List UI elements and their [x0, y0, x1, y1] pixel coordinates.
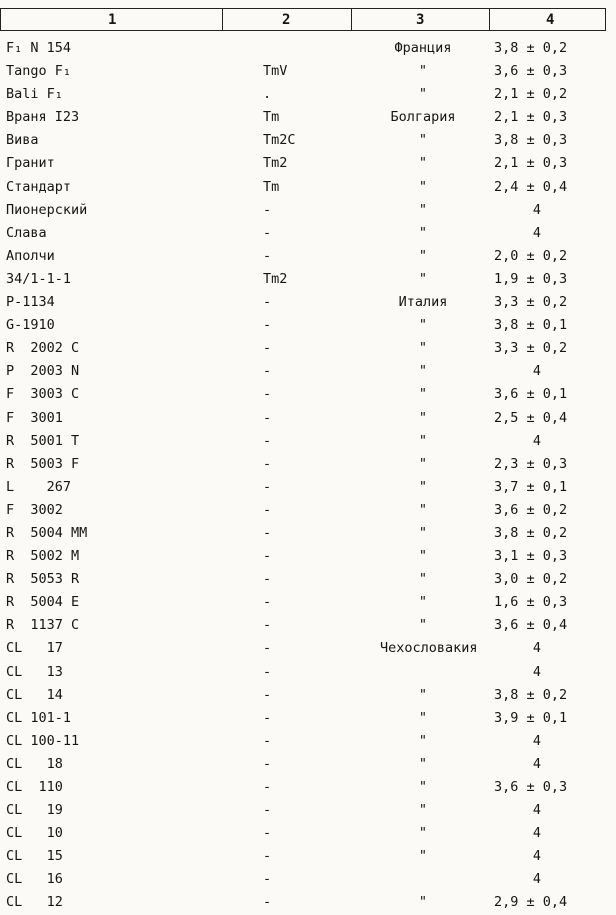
- column-divider: [0, 8, 1, 30]
- origin-country: ": [418, 755, 428, 772]
- table-row: [0, 314, 616, 337]
- variety-name: R 5053 R: [6, 571, 80, 588]
- origin-country: Болгария: [390, 109, 456, 126]
- origin-country: Италия: [398, 294, 448, 311]
- variety-name: CL 110: [6, 779, 63, 795]
- genotype-cell: -: [263, 317, 272, 334]
- table-row: [0, 176, 616, 199]
- table-row: [0, 453, 616, 476]
- variety-name: Стандарт: [6, 178, 72, 195]
- table-row: [0, 776, 616, 799]
- score-value: 2,0 ± 0,2: [494, 247, 568, 264]
- score-value: 1,9 ± 0,3: [494, 270, 568, 287]
- genotype-cell: TmV: [263, 63, 288, 80]
- genotype-cell: -: [263, 571, 272, 588]
- genotype-cell: -: [263, 802, 272, 819]
- score-value: 3,0 ± 0,2: [494, 571, 568, 588]
- genotype-cell: -: [263, 640, 272, 657]
- genotype-cell: Tm: [263, 109, 280, 126]
- genotype-cell: -: [263, 455, 272, 472]
- column-divider: [351, 8, 352, 30]
- origin-country: ": [418, 594, 428, 611]
- variety-name: Tango F₁: [6, 63, 72, 80]
- table-header-rule: [0, 30, 606, 31]
- column-divider: [605, 8, 606, 30]
- score-value: 2,4 ± 0,4: [494, 178, 568, 195]
- variety-name: F 3002: [6, 501, 63, 518]
- table-row: [0, 199, 616, 222]
- variety-name: R 5004 E: [6, 594, 80, 611]
- genotype-cell: -: [263, 340, 272, 357]
- table-row: [0, 637, 616, 660]
- score-value: 4: [532, 201, 542, 218]
- table-row: [0, 245, 616, 268]
- score-value: 3,8 ± 0,1: [494, 317, 568, 334]
- table-row: [0, 684, 616, 707]
- table-row: [0, 360, 616, 383]
- score-value: 2,1 ± 0,3: [494, 155, 568, 172]
- origin-country: ": [418, 317, 428, 334]
- origin-country: ": [418, 617, 428, 634]
- variety-name: Гранит: [6, 155, 55, 172]
- variety-name: CL 14: [6, 686, 63, 703]
- variety-name: Враня I23: [6, 109, 80, 126]
- score-value: 3,3 ± 0,2: [494, 294, 568, 311]
- genotype-cell: -: [263, 224, 272, 241]
- origin-country: ": [418, 363, 428, 380]
- table-row: [0, 614, 616, 637]
- score-value: 3,8 ± 0,3: [494, 132, 568, 149]
- table-row: [0, 499, 616, 522]
- table-row: [0, 799, 616, 822]
- genotype-cell: -: [263, 709, 272, 726]
- origin-country: ": [418, 270, 428, 287]
- table-row: [0, 730, 616, 753]
- column-divider: [222, 8, 223, 30]
- score-value: 3,8 ± 0,2: [494, 40, 568, 56]
- table-row: [0, 661, 616, 684]
- table-body: [0, 37, 616, 915]
- variety-name: R 5002 M: [6, 548, 80, 565]
- table-row: [0, 83, 616, 106]
- origin-country: ": [418, 848, 428, 865]
- origin-country: ": [418, 501, 428, 518]
- score-value: 3,3 ± 0,2: [494, 340, 568, 357]
- genotype-cell: -: [263, 409, 272, 426]
- variety-name: CL 10: [6, 825, 63, 842]
- variety-name: 34/1-1-1: [6, 270, 72, 287]
- variety-name: Bali F₁: [6, 86, 63, 103]
- header-col-2: 2: [282, 12, 291, 28]
- table-row: [0, 60, 616, 83]
- score-value: 4: [532, 640, 542, 657]
- variety-name: R 5001 T: [6, 432, 80, 449]
- score-value: 1,6 ± 0,3: [494, 594, 568, 611]
- score-value: 4: [532, 848, 542, 865]
- header-col-1: 1: [108, 12, 117, 28]
- genotype-cell: -: [263, 663, 272, 680]
- variety-name: CL 100-11: [6, 732, 80, 749]
- genotype-cell: -: [263, 617, 272, 634]
- genotype-cell: -: [263, 732, 272, 749]
- origin-country: ": [418, 686, 428, 703]
- variety-name: Пионерский: [6, 201, 88, 218]
- origin-country: ": [418, 132, 428, 149]
- origin-country: ": [418, 709, 428, 726]
- variety-name: CL 17: [6, 640, 63, 657]
- score-value: 2,3 ± 0,3: [494, 455, 568, 472]
- score-value: 3,6 ± 0,4: [494, 617, 568, 634]
- table-row: [0, 868, 616, 891]
- table-row: [0, 407, 616, 430]
- genotype-cell: -: [263, 848, 272, 865]
- score-value: 3,8 ± 0,2: [494, 524, 568, 541]
- variety-name: Аполчи: [6, 247, 55, 264]
- origin-country: ": [418, 178, 428, 195]
- table-row: [0, 591, 616, 614]
- score-value: 3,6 ± 0,3: [494, 63, 568, 80]
- variety-name: CL 19: [6, 802, 63, 819]
- genotype-cell: -: [263, 871, 272, 888]
- genotype-cell: Tm2: [263, 270, 288, 287]
- score-value: 4: [532, 224, 542, 241]
- origin-country: ": [418, 155, 428, 172]
- origin-country: ": [418, 732, 428, 749]
- variety-name: G-1910: [6, 317, 55, 334]
- genotype-cell: Tm2: [263, 155, 288, 172]
- variety-name: CL 18: [6, 755, 63, 772]
- score-value: 4: [532, 802, 542, 819]
- genotype-cell: Tm: [263, 178, 280, 195]
- origin-country: ": [418, 894, 428, 911]
- genotype-cell: -: [263, 779, 272, 795]
- variety-name: R 2002 C: [6, 340, 80, 357]
- table-row: [0, 545, 616, 568]
- origin-country: ": [418, 201, 428, 218]
- column-divider: [489, 8, 490, 30]
- variety-name: L 267: [6, 478, 72, 495]
- variety-name: F 3001: [6, 409, 63, 426]
- origin-country: ": [418, 247, 428, 264]
- genotype-cell: -: [263, 825, 272, 842]
- genotype-cell: -: [263, 478, 272, 495]
- table-row: [0, 129, 616, 152]
- table-row: [0, 222, 616, 245]
- table-row: [0, 845, 616, 868]
- origin-country: ": [418, 386, 428, 403]
- origin-country: ": [418, 409, 428, 426]
- genotype-cell: -: [263, 386, 272, 403]
- header-col-4: 4: [546, 12, 555, 28]
- variety-name: CL 13: [6, 663, 63, 680]
- variety-name: F 3003 C: [6, 386, 80, 403]
- origin-country: ": [418, 524, 428, 541]
- table-row: [0, 268, 616, 291]
- table-row: [0, 383, 616, 406]
- table-row: [0, 822, 616, 845]
- score-value: 4: [532, 825, 542, 842]
- score-value: 4: [532, 363, 542, 380]
- score-value: 3,6 ± 0,3: [494, 779, 568, 795]
- table-row: [0, 476, 616, 499]
- variety-name: R 5003 F: [6, 455, 80, 472]
- genotype-cell: -: [263, 363, 272, 380]
- origin-country: ": [418, 779, 428, 795]
- variety-name: CL 15: [6, 848, 63, 865]
- origin-country: ": [418, 86, 428, 103]
- score-value: 4: [532, 871, 542, 888]
- genotype-cell: -: [263, 524, 272, 541]
- table-row: [0, 152, 616, 175]
- origin-country: ": [418, 455, 428, 472]
- table-row: [0, 106, 616, 129]
- table-row: [0, 753, 616, 776]
- genotype-cell: -: [263, 686, 272, 703]
- variety-name: F₁ N 154: [6, 40, 72, 56]
- variety-name: P 2003 N: [6, 363, 80, 380]
- variety-name: R 1137 C: [6, 617, 80, 634]
- score-value: 3,7 ± 0,1: [494, 478, 568, 495]
- origin-country: ": [418, 825, 428, 842]
- genotype-cell: -: [263, 501, 272, 518]
- variety-name: CL 12: [6, 894, 63, 911]
- score-value: 2,1 ± 0,3: [494, 109, 568, 126]
- origin-country: ": [418, 548, 428, 565]
- header-col-3: 3: [416, 12, 425, 28]
- score-value: 4: [532, 432, 542, 449]
- origin-country: ": [418, 224, 428, 241]
- genotype-cell: -: [263, 894, 272, 911]
- genotype-cell: Tm2C: [263, 132, 296, 149]
- score-value: 4: [532, 732, 542, 749]
- score-value: 3,6 ± 0,2: [494, 501, 568, 518]
- origin-country: ": [418, 478, 428, 495]
- variety-name: Слава: [6, 224, 47, 241]
- genotype-cell: -: [263, 201, 272, 218]
- genotype-cell: -: [263, 247, 272, 264]
- genotype-cell: -: [263, 548, 272, 565]
- score-value: 4: [532, 755, 542, 772]
- origin-country: Франция: [394, 40, 452, 56]
- table-row: [0, 430, 616, 453]
- score-value: 3,6 ± 0,1: [494, 386, 568, 403]
- origin-country: Чехословакия: [380, 640, 478, 657]
- genotype-cell: -: [263, 294, 272, 311]
- origin-country: ": [418, 571, 428, 588]
- genotype-cell: -: [263, 432, 272, 449]
- score-value: 3,9 ± 0,1: [494, 709, 568, 726]
- genotype-cell: .: [263, 86, 272, 103]
- genotype-cell: -: [263, 594, 272, 611]
- score-value: 4: [532, 663, 542, 680]
- origin-country: ": [418, 340, 428, 357]
- table-top-rule: [0, 8, 606, 9]
- table-row: [0, 337, 616, 360]
- variety-name: Вива: [6, 132, 39, 149]
- score-value: 3,8 ± 0,2: [494, 686, 568, 703]
- score-value: 2,9 ± 0,4: [494, 894, 568, 911]
- origin-country: ": [418, 63, 428, 80]
- table-row: [0, 891, 616, 914]
- origin-country: ": [418, 432, 428, 449]
- genotype-cell: -: [263, 755, 272, 772]
- score-value: 2,1 ± 0,2: [494, 86, 568, 103]
- score-value: 2,5 ± 0,4: [494, 409, 568, 426]
- table-row: [0, 707, 616, 730]
- table-row: [0, 522, 616, 545]
- origin-country: ": [418, 802, 428, 819]
- table-row: [0, 568, 616, 591]
- table-row: [0, 291, 616, 314]
- table-row: [0, 37, 616, 60]
- variety-name: P-1134: [6, 294, 55, 311]
- variety-name: CL 16: [6, 871, 63, 888]
- variety-name: CL 101-1: [6, 709, 72, 726]
- score-value: 3,1 ± 0,3: [494, 548, 568, 565]
- variety-name: R 5004 MM: [6, 524, 88, 541]
